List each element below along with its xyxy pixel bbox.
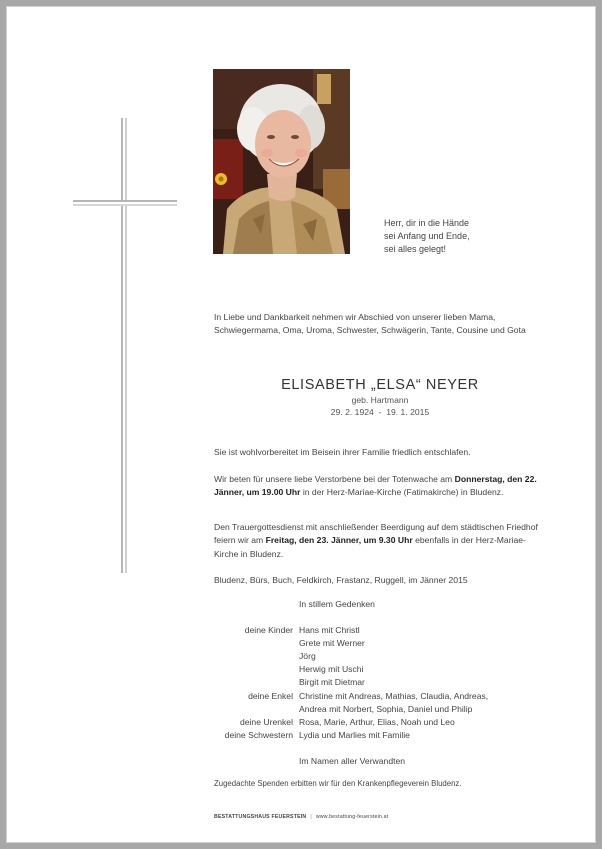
footer — [214, 814, 388, 820]
bible-quote — [384, 217, 544, 256]
quote-line-1: Herr, dir in die Hände — [384, 218, 470, 228]
deceased-name: ELISABETH „ELSA“ NEYER — [281, 377, 479, 393]
donation-note: Zugedachte Spenden erbitten wir für den Krankenpflegeverein Bludenz. — [214, 779, 462, 788]
funeral-text-pre: Den Trauergottesdienst mit anschließender Beerdigung auf dem städtischen Friedhof feiern wir am — [214, 522, 538, 546]
mourner-names: Hans mit Christl — [299, 625, 360, 636]
quote-line-2: sei Anfang und Ende, — [384, 231, 470, 241]
intro-text: In Liebe und Dankbarkeit nehmen wir Abschied von unserer lieben Mama, Schwiegermama, Oma, Uroma, Schwester, Schwägerin, Tante, Cousine und Gota — [214, 312, 526, 336]
deceased-block — [214, 376, 546, 418]
life-dates: 29. 2. 1924 - 19. 1. 2015 — [330, 407, 430, 417]
mourners-opening: In stillem Gedenken — [299, 599, 375, 609]
wake-text-pre: Wir beten für unsere liebe Verstorbene bei der Totenwache am — [214, 474, 455, 484]
mourner-row — [196, 716, 556, 729]
mourners-closing-row — [196, 755, 556, 768]
quote-line-3: sei alles gelegt! — [384, 244, 447, 254]
wake-date: Donnerstag, den 22. Jänner, um 19.00 Uhr — [214, 474, 537, 498]
mourner-row — [196, 703, 556, 716]
mourner-row — [196, 690, 556, 703]
mourner-row — [196, 624, 556, 637]
mourner-names: Andrea mit Norbert, Sophia, Daniel und Philip — [299, 703, 473, 714]
mourner-names: Birgit mit Dietmar — [299, 677, 365, 688]
mourner-row — [196, 663, 556, 676]
mourner-names: Christine mit Andreas, Mathias, Claudia, Andreas, — [299, 690, 489, 701]
mourners-opening-row — [196, 598, 556, 611]
birth-name: geb. Hartmann — [351, 395, 409, 405]
mourner-row — [196, 637, 556, 650]
footer-separator: | — [310, 814, 312, 820]
mourner-names: Jörg — [299, 651, 316, 662]
mourner-row — [196, 729, 556, 742]
mourner-row — [196, 676, 556, 689]
mourners-closing: Im Namen aller Verwandten — [299, 755, 406, 766]
wake-text-post: in der Herz-Mariae-Kirche (Fatimakirche) in Bludenz. — [300, 487, 504, 498]
mourner-names: Lydia und Marlies mit Familie — [299, 729, 410, 740]
funeral-paragraph — [214, 521, 546, 561]
mourner-group-label: deine Kinder — [244, 625, 293, 636]
funeral-home-website[interactable]: www.bestattung-feuerstein.at — [315, 814, 389, 820]
passing-paragraph: Sie ist wohlvorbereitet im Beisein ihrer Familie friedlich entschlafen. — [214, 447, 471, 457]
portrait-photo — [213, 69, 350, 254]
mourner-group-label: deine Enkel — [248, 690, 293, 701]
places-line: Bludenz, Bürs, Buch, Feldkirch, Frastanz, Ruggell, im Jänner 2015 — [214, 575, 468, 585]
mourner-groups — [196, 624, 556, 742]
mourner-group-label: deine Urenkel — [239, 716, 293, 727]
mourner-names: Rosa, Marie, Arthur, Elias, Noah und Leo — [299, 716, 455, 727]
funeral-date: Freitag, den 23. Jänner, um 9.30 Uhr — [265, 535, 413, 546]
funeral-text-post: ebenfalls in der Herz-Mariae-Kirche in Bludenz. — [214, 535, 526, 559]
cross-horizontal-beam — [73, 200, 177, 206]
funeral-home-name: BESTATTUNGSHAUS FEUERSTEIN — [214, 814, 307, 820]
portrait-illustration — [213, 69, 350, 254]
cross-vertical-beam — [121, 118, 127, 573]
mourners-list — [196, 598, 556, 768]
mourner-row — [196, 650, 556, 663]
mourner-group-label: deine Schwestern — [224, 729, 293, 740]
mourner-names: Herwig mit Uschi — [299, 664, 364, 675]
mourner-names: Grete mit Werner — [299, 638, 365, 649]
wake-paragraph — [214, 473, 546, 500]
